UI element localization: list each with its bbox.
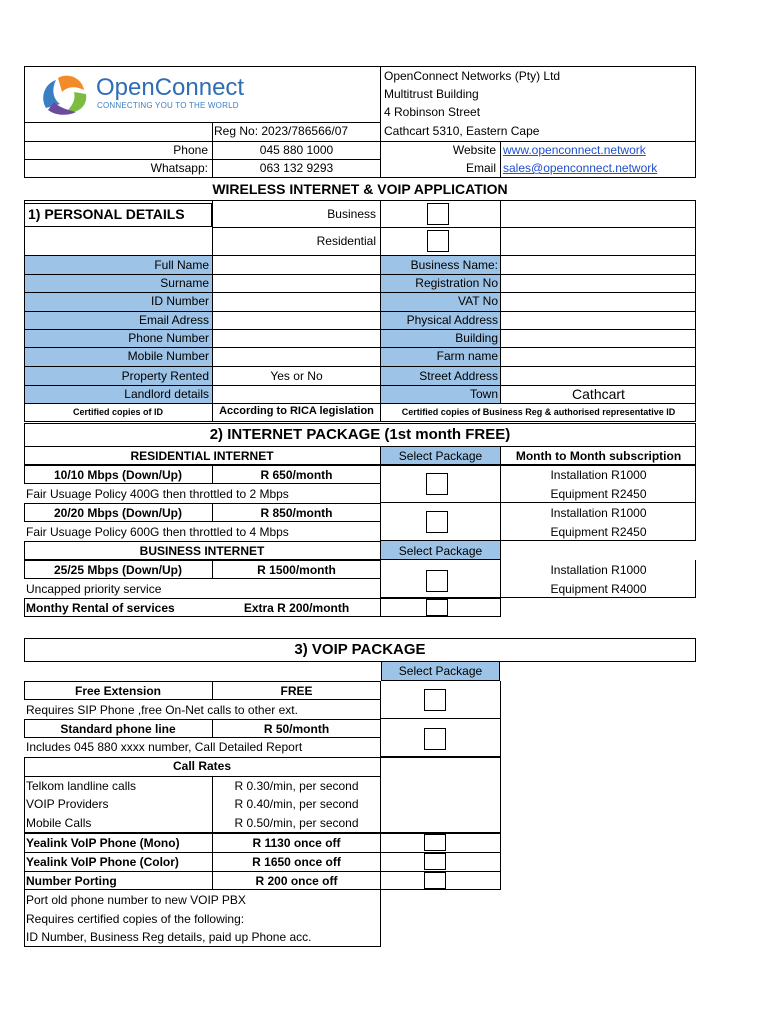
section-voip-heading: 3) VOIP PACKAGE	[294, 641, 426, 658]
field-landlord: Landlord details	[124, 387, 209, 401]
pkg2-equipment: Equipment R2450	[550, 525, 647, 539]
note-business-copies: Certified copies of Business Reg & authorised representative ID	[401, 407, 676, 417]
porting-note-1: Port old phone number to new VOIP PBX	[26, 893, 246, 907]
reg-number: Reg No: 2023/786566/07	[214, 124, 349, 138]
field-street-address: Street Address	[419, 369, 498, 383]
pkg3-installation: Installation R1000	[550, 563, 647, 577]
pkg2-policy: Fair Usuage Policy 600G then throttled to 4 Mbps	[26, 525, 289, 539]
porting-price: R 200 once off	[255, 874, 338, 888]
field-registration-no: Registration No	[415, 276, 498, 290]
standard-line-label: Standard phone line	[60, 722, 176, 736]
logo-name: OpenConnect	[96, 74, 245, 101]
field-farm-name: Farm name	[436, 349, 498, 363]
phone-mono-checkbox[interactable]	[424, 834, 446, 851]
rental-checkbox[interactable]	[426, 599, 448, 616]
address-line-3: Cathcart 5310, Eastern Cape	[384, 124, 540, 138]
pkg1-checkbox[interactable]	[426, 473, 448, 495]
email-label: Email	[465, 161, 496, 175]
phone-color-label: Yealink VoIP Phone (Color)	[26, 855, 179, 869]
pkg2-checkbox[interactable]	[426, 511, 448, 533]
pkg1-policy: Fair Usuage Policy 400G then throttled to 2 Mbps	[26, 487, 289, 501]
porting-checkbox[interactable]	[424, 872, 446, 889]
logo-icon	[38, 70, 94, 116]
note-id-copies: Certified copies of ID	[72, 407, 163, 417]
pkg3-speed: 25/25 Mbps (Down/Up)	[53, 563, 182, 577]
residential-label: Residential	[316, 234, 376, 248]
free-extension-label: Free Extension	[74, 684, 162, 698]
select-package-label: Select Package	[398, 449, 483, 463]
rental-price: Extra R 200/month	[243, 601, 350, 615]
field-full-name: Full Name	[154, 258, 209, 272]
phone-label: Phone	[173, 143, 208, 157]
business-internet-heading: BUSINESS INTERNET	[139, 544, 265, 558]
phone-mono-price: R 1130 once off	[252, 836, 341, 850]
rate-value-telkom: R 0.30/min, per second	[234, 779, 359, 793]
rate-label-voip: VOIP Providers	[26, 797, 109, 811]
porting-note-2: Requires certified copies of the following:	[26, 912, 245, 926]
website-label: Website	[452, 143, 496, 157]
business-label: Business	[327, 207, 376, 221]
porting-label: Number Porting	[26, 874, 117, 888]
field-vat-no: VAT No	[457, 294, 498, 308]
town-value[interactable]: Cathcart	[572, 386, 625, 402]
field-physical-address: Physical Address	[406, 313, 498, 327]
pkg3-equipment: Equipment R4000	[550, 582, 647, 596]
pkg1-installation: Installation R1000	[550, 468, 647, 482]
residential-checkbox[interactable]	[427, 230, 449, 252]
pkg1-speed: 10/10 Mbps (Down/Up)	[53, 468, 182, 482]
section-internet-heading: 2) INTERNET PACKAGE (1st month FREE)	[209, 426, 511, 443]
free-extension-checkbox[interactable]	[424, 689, 446, 711]
section-personal-heading: 1) PERSONAL DETAILS	[28, 206, 185, 222]
email-link[interactable]: sales@openconnect.network	[503, 161, 658, 175]
rental-label: Monthy Rental of services	[26, 601, 175, 615]
rate-label-mobile: Mobile Calls	[26, 816, 92, 830]
company-logo	[38, 70, 268, 118]
field-building: Building	[455, 331, 498, 345]
whatsapp-value: 063 132 9293	[259, 161, 334, 175]
field-phone: Phone Number	[128, 331, 209, 345]
free-extension-price: FREE	[280, 684, 313, 698]
pkg3-note: Uncapped priority service	[26, 582, 162, 596]
select-package-label-2: Select Package	[398, 544, 483, 558]
standard-line-note: Includes 045 880 xxxx number, Call Detailed Report	[26, 740, 303, 754]
phone-color-price: R 1650 once off	[252, 855, 341, 869]
pkg2-speed: 20/20 Mbps (Down/Up)	[53, 506, 182, 520]
business-checkbox[interactable]	[427, 203, 449, 225]
pkg3-price: R 1500/month	[257, 563, 336, 577]
field-surname: Surname	[160, 276, 209, 290]
voip-select-label: Select Package	[398, 664, 483, 678]
note-rica: According to RICA legislation	[219, 405, 374, 417]
field-property-rented: Property Rented	[121, 369, 209, 383]
standard-line-price: R 50/month	[263, 722, 330, 736]
phone-value: 045 880 1000	[259, 143, 334, 157]
form-title: WIRELESS INTERNET & VOIP APPLICATION	[212, 181, 508, 197]
field-business-name: Business Name:	[410, 258, 498, 272]
logo-tagline: CONNECTING YOU TO THE WORLD	[97, 101, 239, 110]
pkg3-checkbox[interactable]	[426, 570, 448, 592]
standard-line-checkbox[interactable]	[424, 728, 446, 750]
company-name: OpenConnect Networks (Pty) Ltd	[384, 69, 561, 83]
field-town: Town	[469, 387, 498, 401]
pkg2-installation: Installation R1000	[550, 506, 647, 520]
phone-mono-label: Yealink VoIP Phone (Mono)	[26, 836, 180, 850]
website-link[interactable]: www.openconnect.network	[503, 143, 646, 157]
residential-internet-heading: RESIDENTIAL INTERNET	[130, 449, 274, 463]
month-to-month-label: Month to Month subscription	[515, 449, 682, 463]
address-line-2: 4 Robinson Street	[384, 105, 481, 119]
free-extension-note: Requires SIP Phone ,free On-Net calls to other ext.	[26, 703, 298, 717]
pkg2-price: R 850/month	[260, 506, 333, 520]
pkg1-equipment: Equipment R2450	[550, 487, 647, 501]
rate-value-mobile: R 0.50/min, per second	[234, 816, 359, 830]
call-rates-heading: Call Rates	[172, 759, 232, 773]
porting-note-3: ID Number, Business Reg details, paid up Phone acc.	[26, 930, 312, 944]
phone-color-checkbox[interactable]	[424, 853, 446, 870]
address-line-1: Multitrust Building	[384, 87, 479, 101]
rate-label-telkom: Telkom landline calls	[26, 779, 137, 793]
whatsapp-label: Whatsapp:	[150, 161, 208, 175]
field-id-number: ID Number	[150, 294, 209, 308]
field-email: Email Adress	[138, 313, 209, 327]
rate-value-voip: R 0.40/min, per second	[234, 797, 359, 811]
pkg1-price: R 650/month	[260, 468, 333, 482]
rented-value[interactable]: Yes or No	[270, 369, 323, 383]
field-mobile: Mobile Number	[127, 349, 209, 363]
